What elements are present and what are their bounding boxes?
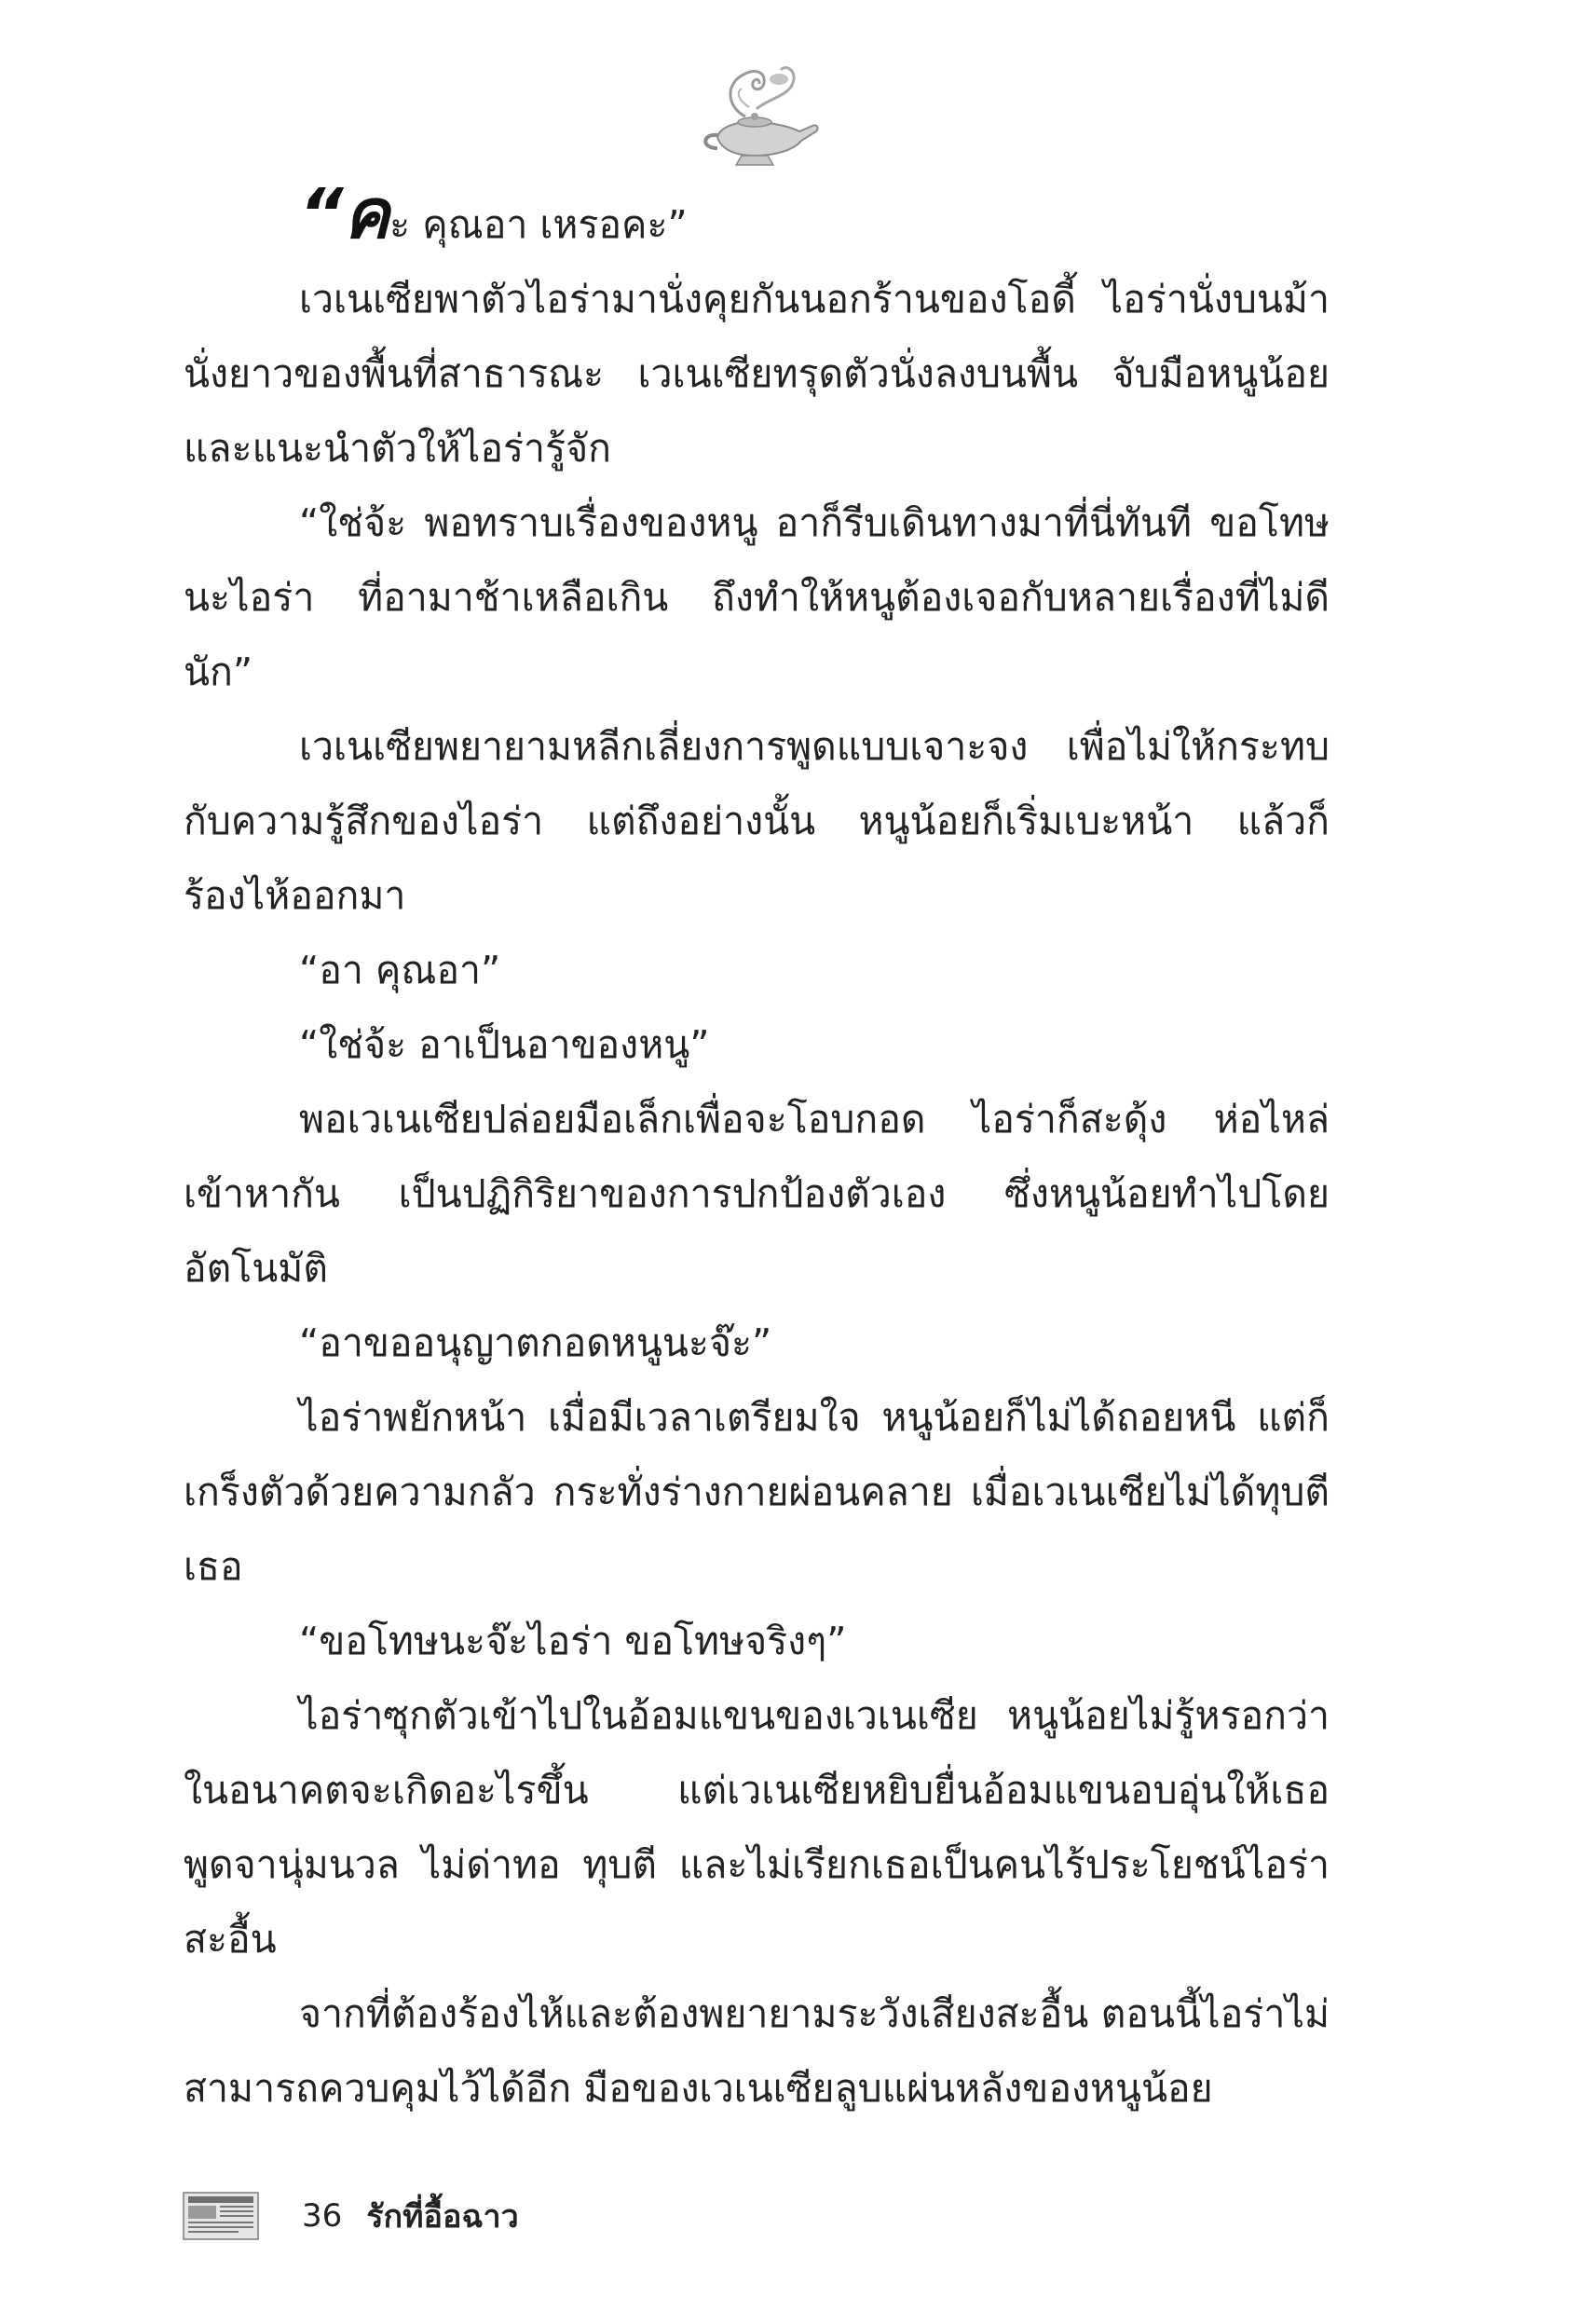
book-title: รักที่อื้อฉาว: [366, 2198, 519, 2236]
genie-lamp-ornament-icon: [689, 51, 829, 182]
page-number: 36: [302, 2197, 343, 2235]
paragraph-text: ะ คุณอา เหรอคะ”: [389, 202, 688, 247]
paragraph: ไอร่าพยักหน้า เมื่อมีเวลาเตรียมใจ หนูน้อยก็ไม่ได้ถอยหนี แต่ก็เกร็งตัวด้วยความกลัว กระทั่งร่างกายผ่อนคลาย เมื่อเวเนเซียไม่ได้ทุบตีเธอ: [184, 1395, 1330, 1589]
paragraph: “ขอโทษนะจ๊ะไอร่า ขอโทษจริงๆ”: [299, 1619, 847, 1663]
page-footer: [183, 2188, 519, 2244]
drop-cap: “ค: [299, 174, 390, 254]
paragraph: จากที่ต้องร้องไห้และต้องพยายามระวังเสียงสะอื้น ตอนนี้ไอร่าไม่สามารถควบคุมไว้ได้อีก มือของเวเนเซียลูบแผ่นหลังของหนูน้อย: [184, 1991, 1330, 2111]
paragraph: ไอร่าซุกตัวเข้าไปในอ้อมแขนของเวเนเซีย หนูน้อยไม่รู้หรอกว่าในอนาคตจะเกิดอะไรขึ้น แต่เวเนเซียหยิบยื่นอ้อมแขนอบอุ่นให้เธอพูดจานุ่มนวล ไม่ด่าทอ ทุบตี และไม่เรียกเธอเป็นคนไร้ประโยชน์ไอร่าสะอื้น: [184, 1693, 1330, 1962]
paragraph: “อาขออนุญาตกอดหนูนะจ๊ะ”: [299, 1320, 772, 1365]
paragraph: พอเวเนเซียปล่อยมือเล็กเพื่อจะโอบกอด ไอร่าก็สะดุ้ง ห่อไหล่เข้าหากัน เป็นปฏิกิริยาของการปกป้องตัวเอง ซึ่งหนูน้อยทำไปโดยอัตโนมัติ: [184, 1097, 1330, 1291]
paragraph: [184, 174, 1330, 262]
chapter-body: [184, 174, 1330, 2126]
newspaper-icon: [183, 2192, 259, 2240]
paragraph: “ใช่จ้ะ พอทราบเรื่องของหนู อาก็รีบเดินทางมาที่นี่ทันที ขอโทษนะไอร่า ที่อามาช้าเหลือเกิน ถึงทำให้หนูต้องเจอกับหลายเรื่องที่ไม่ดีนัก”: [184, 500, 1330, 694]
paragraph: เวเนเซียพาตัวไอร่ามานั่งคุยกันนอกร้านของโอดี้ ไอร่านั่งบนม้านั่งยาวของพื้นที่สาธารณะ เวเนเซียทรุดตัวนั่งลงบนพื้น จับมือหนูน้อยและแนะนำตัวให้ไอร่ารู้จัก: [184, 277, 1330, 471]
paragraph: เวเนเซียพยายามหลีกเลี่ยงการพูดแบบเจาะจง เพื่อไม่ให้กระทบกับความรู้สึกของไอร่า แต่ถึงอย่างนั้น หนูน้อยก็เริ่มเบะหน้า แล้วก็ร้องไห้ออกมา: [184, 724, 1330, 918]
paragraph: “ใช่จ้ะ อาเป็นอาของหนู”: [299, 1022, 710, 1067]
paragraph: “อา คุณอา”: [299, 948, 501, 992]
